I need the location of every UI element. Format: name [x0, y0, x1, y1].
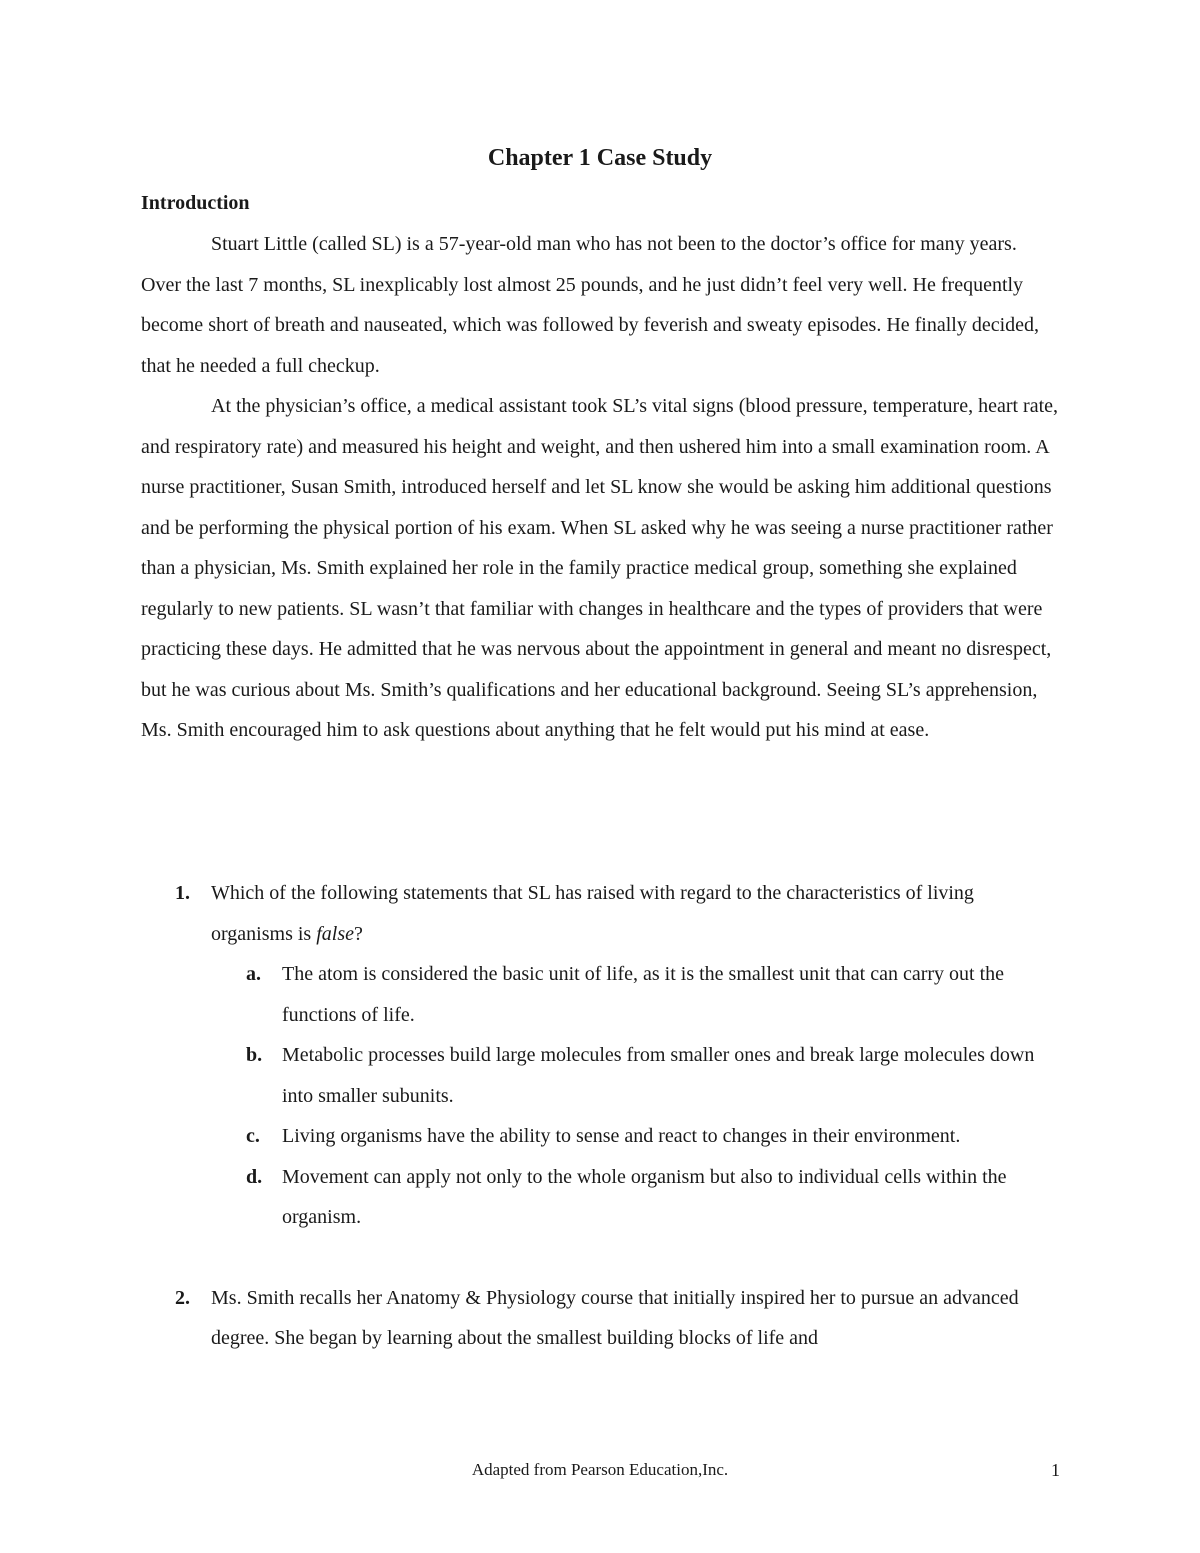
option-letter: b. — [246, 1044, 263, 1066]
option-text: Living organisms have the ability to sense and react to changes in their environment. — [282, 1125, 961, 1147]
document-title: Chapter 1 Case Study — [487, 145, 713, 171]
answer-option — [211, 1116, 1059, 1157]
answer-option — [211, 954, 1059, 1035]
option-letter: d. — [246, 1165, 263, 1188]
question-text — [211, 1278, 1059, 1359]
answer-option — [211, 1157, 1059, 1238]
question-text-part: Ms. Smith recalls her Anatomy & Physiology course that initially inspired her to pursue an advanced degree. She began by learning about the smallest building blocks of life and — [211, 1286, 1019, 1349]
intro-paragraph: At the physician’s office, a medical assistant took SL’s vital signs (blood pressure, temperature, heart rate, and respiratory rate) and measured his height and weight, and then ushered him into a small examination room. A nurse practitioner, Susan Smith, introduced herself and let SL know she would be asking him additional questions and be performing the physical portion of his exam. When SL asked why he was seeing a nurse practitioner rather than a physician, Ms. Smith explained her role in the family practice medical group, something she explained regularly to new patients. SL wasn’t that familiar with changes in healthcare and the types of providers that were practicing these days. He admitted that he was nervous about the appointment in general and meant no disrespect, but he was curious about Ms. Smith’s qualifications and her educational background. Seeing SL’s apprehension, Ms. Smith encouraged him to ask questions about anything that he felt would put his mind at ease. — [141, 395, 1059, 741]
introduction-body — [141, 224, 1059, 751]
question-number: 1. — [175, 882, 190, 904]
question-text-part: ? — [353, 922, 363, 945]
option-text: The atom is considered the basic unit of life, as it is the smallest unit that can carry out the functions of life. — [282, 963, 1005, 1026]
option-text: Metabolic processes build large molecules from smaller ones and break large molecules down into smaller subunits. — [282, 1044, 1035, 1107]
option-text: Movement can apply not only to the whole organism but also to individual cells within the organism. — [282, 1165, 1007, 1228]
footer-credit: Adapted from Pearson Education,Inc. — [471, 1460, 729, 1479]
option-letter: a. — [246, 963, 261, 985]
intro-paragraph: Stuart Little (called SL) is a 57-year-old man who has not been to the doctor’s office for many years. Over the last 7 months, SL inexplicably lost almost 25 pounds, and he just didn’t feel very well. He frequently become short of breath and nauseated, which was followed by feverish and sweaty episodes. He finally decided, that he needed a full checkup. — [141, 233, 1040, 377]
question-list — [141, 873, 1059, 1359]
page-number: 1 — [1051, 1460, 1060, 1480]
question-text — [211, 873, 1059, 954]
question-emphasis: false — [316, 922, 354, 945]
section-heading: Introduction — [141, 192, 250, 214]
option-letter: c. — [246, 1125, 260, 1147]
question-item — [141, 1278, 1059, 1359]
question-item — [141, 873, 1059, 1238]
answer-option — [211, 1035, 1059, 1116]
question-text-part: Which of the following statements that SL has raised with regard to the characteristics of living organisms is — [211, 882, 974, 945]
answer-options — [211, 954, 1059, 1238]
question-number: 2. — [175, 1286, 190, 1309]
